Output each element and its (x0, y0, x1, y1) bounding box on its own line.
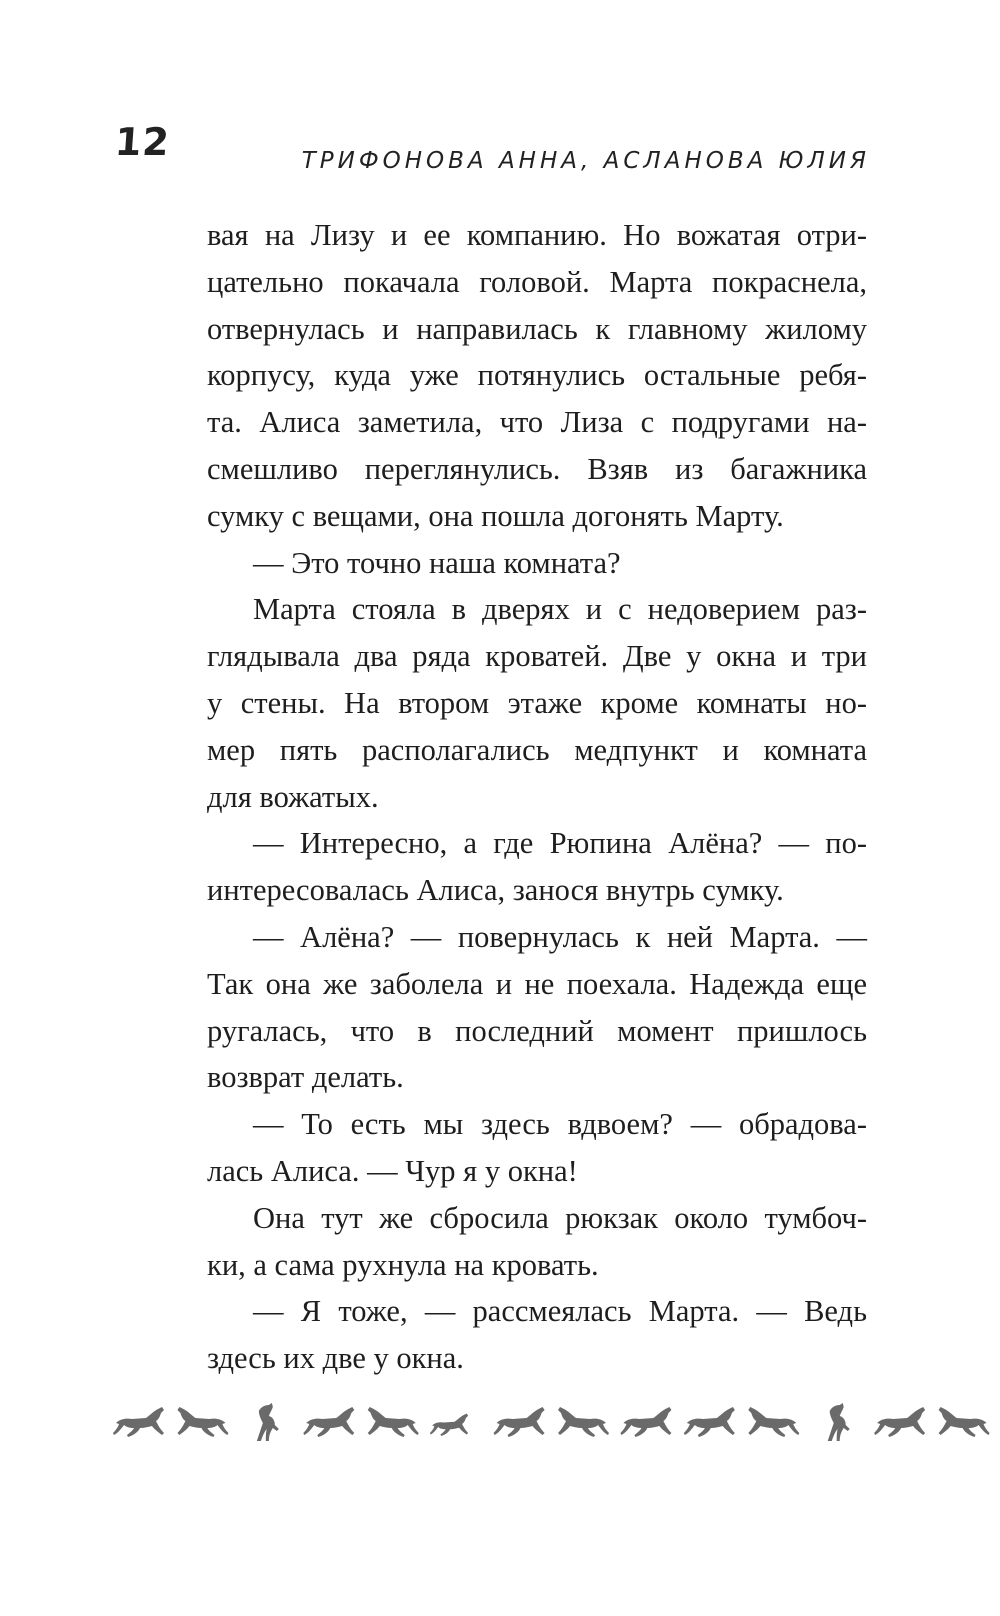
horse-icon (177, 1407, 228, 1437)
running-horses-icon (112, 1395, 1000, 1455)
horse-icon (303, 1407, 354, 1437)
horse-icon (558, 1407, 609, 1437)
horse-icon (430, 1414, 468, 1437)
horse-icon (748, 1407, 799, 1437)
horse-icon (874, 1407, 925, 1437)
text-line: корпусу, куда уже потянулись остальные ребя- (207, 358, 867, 393)
text-line: мер пять располагались медпункт и комната (207, 732, 867, 767)
text-line: интересовалась Алиса, занося внутрь сумку. (207, 873, 784, 908)
text-line: — Это точно наша комната? (253, 545, 621, 580)
horse-icon (113, 1407, 164, 1437)
horse-icon (257, 1403, 279, 1441)
text-line: Марта стояла в дверях и с недоверием раз- (253, 592, 867, 627)
text-line: вая на Лизу и ее компанию. Но вожатая отри- (207, 218, 867, 252)
horse-icon (828, 1403, 850, 1441)
horse-icon (368, 1407, 419, 1437)
text-line: — То есть мы здесь вдвоем? — обрадова- (253, 1107, 867, 1142)
text-line: — Алёна? — повернулась к ней Марта. — (253, 919, 867, 954)
text-line: глядывала два ряда кроватей. Две у окна и три (207, 639, 867, 674)
text-line: здесь их две у окна. (207, 1341, 464, 1376)
text-line: Она тут же сбросила рюкзак около тумбоч- (253, 1200, 867, 1235)
running-horses-border (112, 1395, 1000, 1455)
text-line: лась Алиса. — Чур я у окна! (207, 1153, 578, 1188)
horse-icon (494, 1407, 545, 1437)
horse-icon (620, 1407, 671, 1437)
text-line: отвернулась и направилась к главному жилому (207, 311, 867, 346)
text-line: цательно покачала головой. Марта покраснела, (207, 264, 867, 299)
text-line: — Интересно, а где Рюпина Алёна? — по- (253, 826, 867, 861)
page-number: 12 (113, 120, 172, 164)
text-line: ки, а сама рухнула на кровать. (207, 1247, 599, 1282)
body-text (207, 212, 867, 1382)
text-line: возврат делать. (207, 1060, 404, 1095)
text-line: для вожатых. (207, 779, 379, 814)
running-header: ТРИФОНОВА АННА, АСЛАНОВА ЮЛИЯ (301, 148, 870, 174)
text-line: смешливо переглянулись. Взяв из багажника (207, 451, 867, 486)
text-line: сумку с вещами, она пошла догонять Марту. (207, 498, 784, 533)
text-line: ругалась, что в последний момент пришлось (207, 1013, 867, 1048)
text-line: — Я тоже, — рассмеялась Марта. — Ведь (253, 1294, 867, 1329)
horse-icon (684, 1407, 735, 1437)
horse-icon (939, 1407, 990, 1437)
text-line: Так она же заболела и не поехала. Надежда еще (207, 966, 867, 1001)
text-line: у стены. На втором этаже кроме комнаты но- (207, 685, 867, 720)
text-line: та. Алиса заметила, что Лиза с подругами на- (207, 405, 867, 440)
